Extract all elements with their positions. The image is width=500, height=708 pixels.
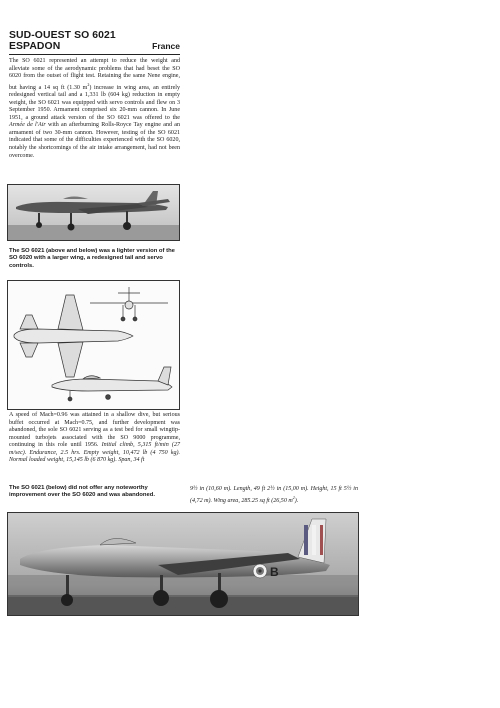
title-rule bbox=[9, 54, 180, 55]
body-paragraph-2 bbox=[9, 412, 180, 465]
para2-italic: Initial climb, 5,315 ft/min (27 m/sec). Endurance, 2.5 hrs. Empty weight, 10,472 lb (4 750 kg). Normal loaded weight, 15,145 lb (6 870 kg). Span, 34 ft bbox=[9, 442, 180, 464]
caption-top-photo: The SO 6021 (above and below) was a lighter version of the SO 6020 with a larger wing, a redesigned tail and servo controls. bbox=[9, 248, 175, 269]
aircraft-photo-bottom bbox=[7, 512, 359, 616]
caption-bottom-photo: The SO 6021 (below) did not offer any noteworthy improvement over the SO 6020 and was abandoned. bbox=[9, 485, 156, 499]
country-label: France bbox=[152, 41, 180, 51]
aircraft-photo-top-image bbox=[8, 185, 179, 240]
specs-end: ). bbox=[294, 497, 299, 504]
three-view-drawing bbox=[7, 280, 180, 410]
svg-text:B: B bbox=[270, 565, 279, 579]
three-view-drawing-image bbox=[8, 281, 179, 409]
para1-superscript: 2 bbox=[87, 81, 90, 87]
title-line-2: ESPADON bbox=[9, 41, 61, 52]
para1-part-c: with an afterburning Rolls-Royce Tay engine and an armament of two 30-mm cannon. However, testing of the SO 6021 indicated that some of the difficulties experienced with the SO 6020, notably the shortcomings of the air intake arrangement, had not been overcome. bbox=[9, 122, 180, 159]
specs-superscript: 2 bbox=[292, 494, 295, 500]
specifications-continued bbox=[190, 486, 358, 505]
body-paragraph-1 bbox=[9, 58, 180, 160]
para2-part-a: A speed of Mach=0.96 was attained in a shallow dive, but serious buffet occurred at Mach=0.75, and further development was abandoned, the sole SO 6021 serving as a test bed for small wingtip-mounted turbojets associated with the SO 9000 programme, continuing in this role until 1956. bbox=[9, 412, 180, 449]
title-line-1: SUD-OUEST SO 6021 bbox=[9, 30, 116, 41]
para1-part-a: The SO 6021 represented an attempt to reduce the weight and alleviate some of the aerodynamic problems that had beset the SO 6020 from the outset of flight test. Retaining the same Nene engine, but having a 14 sq ft (1.30 m bbox=[9, 58, 180, 91]
aircraft-title-block bbox=[9, 30, 180, 52]
aircraft-photo-bottom-image bbox=[8, 513, 358, 615]
aircraft-photo-top bbox=[7, 184, 180, 241]
para1-italic: Armée de l'Air bbox=[9, 122, 46, 129]
para1-part-b: ) increase in wing area, an entirely redesigned vertical tail and a 1,331 lb (604 kg) reduction in empty weight, the SO 6021 was equipped with servo controls and flew on 3 September 1950. Armament comprised six 20-mm cannon. In June 1951, a ground attack version of the SO 6021 was offered to the bbox=[9, 84, 180, 121]
specs-italic: 9½ in (10,60 m). Length, 49 ft 2½ in (15,00 m). Height, 15 ft 5½ in (4,72 m). Wing area, 285.25 sq ft (26,50 m bbox=[190, 486, 358, 504]
